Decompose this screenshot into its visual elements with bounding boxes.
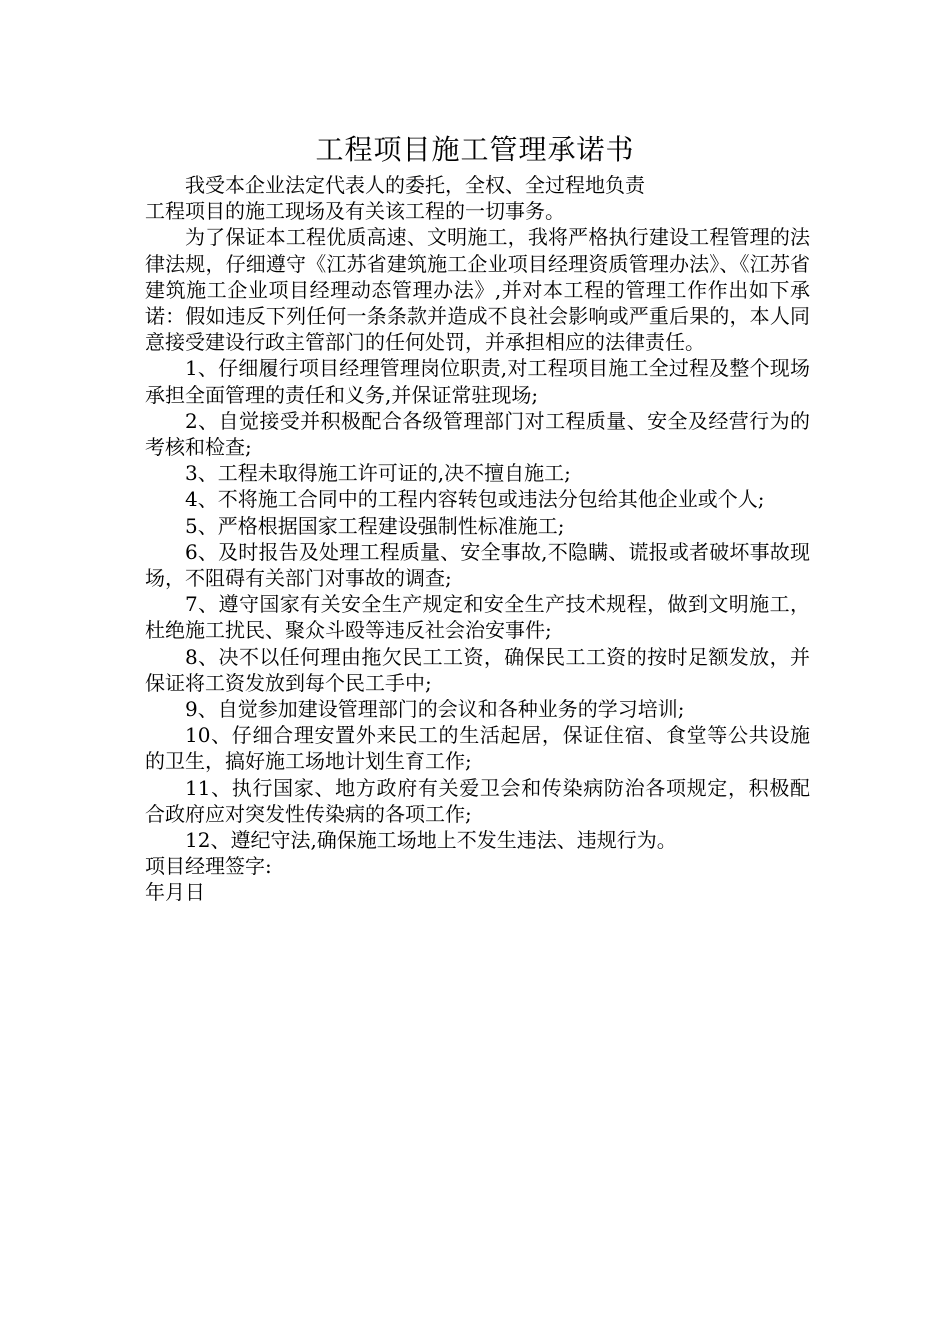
document-title: 工程项目施工管理承诺书 [315, 133, 635, 166]
commitment-item: 9、自觉参加建设管理部门的会议和各种业务的学习培训; [185, 697, 685, 722]
commitment-item: 3、工程未取得施工许可证的,决不擅自施工; [185, 461, 571, 486]
commitment-item: 11、执行国家、地方政府有关爱卫会和传染病防治各项规定，积极配合政府应对突发性传染病的各项工作; [145, 775, 810, 826]
commitment-item: 8、决不以任何理由拖欠民工工资，确保民工工资的按时足额发放，并保证将工资发放到每个民工手中; [145, 644, 810, 695]
intro-line: 工程项目的施工现场及有关该工程的一切事务。 [145, 199, 565, 224]
commitment-item: 4、不将施工合同中的工程内容转包或违法分包给其他企业或个人; [185, 487, 765, 512]
commitment-item: 1、仔细履行项目经理管理岗位职责,对工程项目施工全过程及整个现场承担全面管理的责任和义务,并保证常驻现场; [145, 356, 810, 407]
document-body [145, 172, 810, 906]
commitment-item: 10、仔细合理安置外来民工的生活起居，保证住宿、食堂等公共设施的卫生，搞好施工场地计划生育工作; [145, 723, 810, 774]
commitment-item: 2、自觉接受并积极配合各级管理部门对工程质量、安全及经营行为的考核和检查; [145, 408, 810, 460]
intro-line: 我受本企业法定代表人的委托，全权、全过程地负责 [185, 173, 645, 197]
signature-label: 项目经理签字: [145, 854, 272, 879]
commitment-item: 5、严格根据国家工程建设强制性标准施工; [185, 513, 565, 538]
commitment-item: 7、遵守国家有关安全生产规定和安全生产技术规程，做到文明施工，杜绝施工扰民、聚众斗殴等违反社会治安事件; [145, 592, 810, 643]
commitment-item: 12、遵纪守法,确保施工场地上不发生违法、违规行为。 [185, 828, 677, 853]
date-label: 年月日 [145, 880, 205, 905]
commitment-item: 6、及时报告及处理工程质量、安全事故,不隐瞒、谎报或者破坏事故现场，不阻碍有关部门对事故的调查; [145, 539, 810, 591]
preamble-paragraph: 为了保证本工程优质高速、文明施工，我将严格执行建设工程管理的法律法规，仔细遵守《江苏省建筑施工企业项目经理资质管理办法》、《江苏省建筑施工企业项目经理动态管理办法》,并对本工程的管理工作作出如下承诺：假如违反下列任何一条条款并造成不良社会影响或严重后果的，本人同意接受建设行政主管部门的任何处罚，并承担相应的法律责任。 [145, 225, 810, 355]
